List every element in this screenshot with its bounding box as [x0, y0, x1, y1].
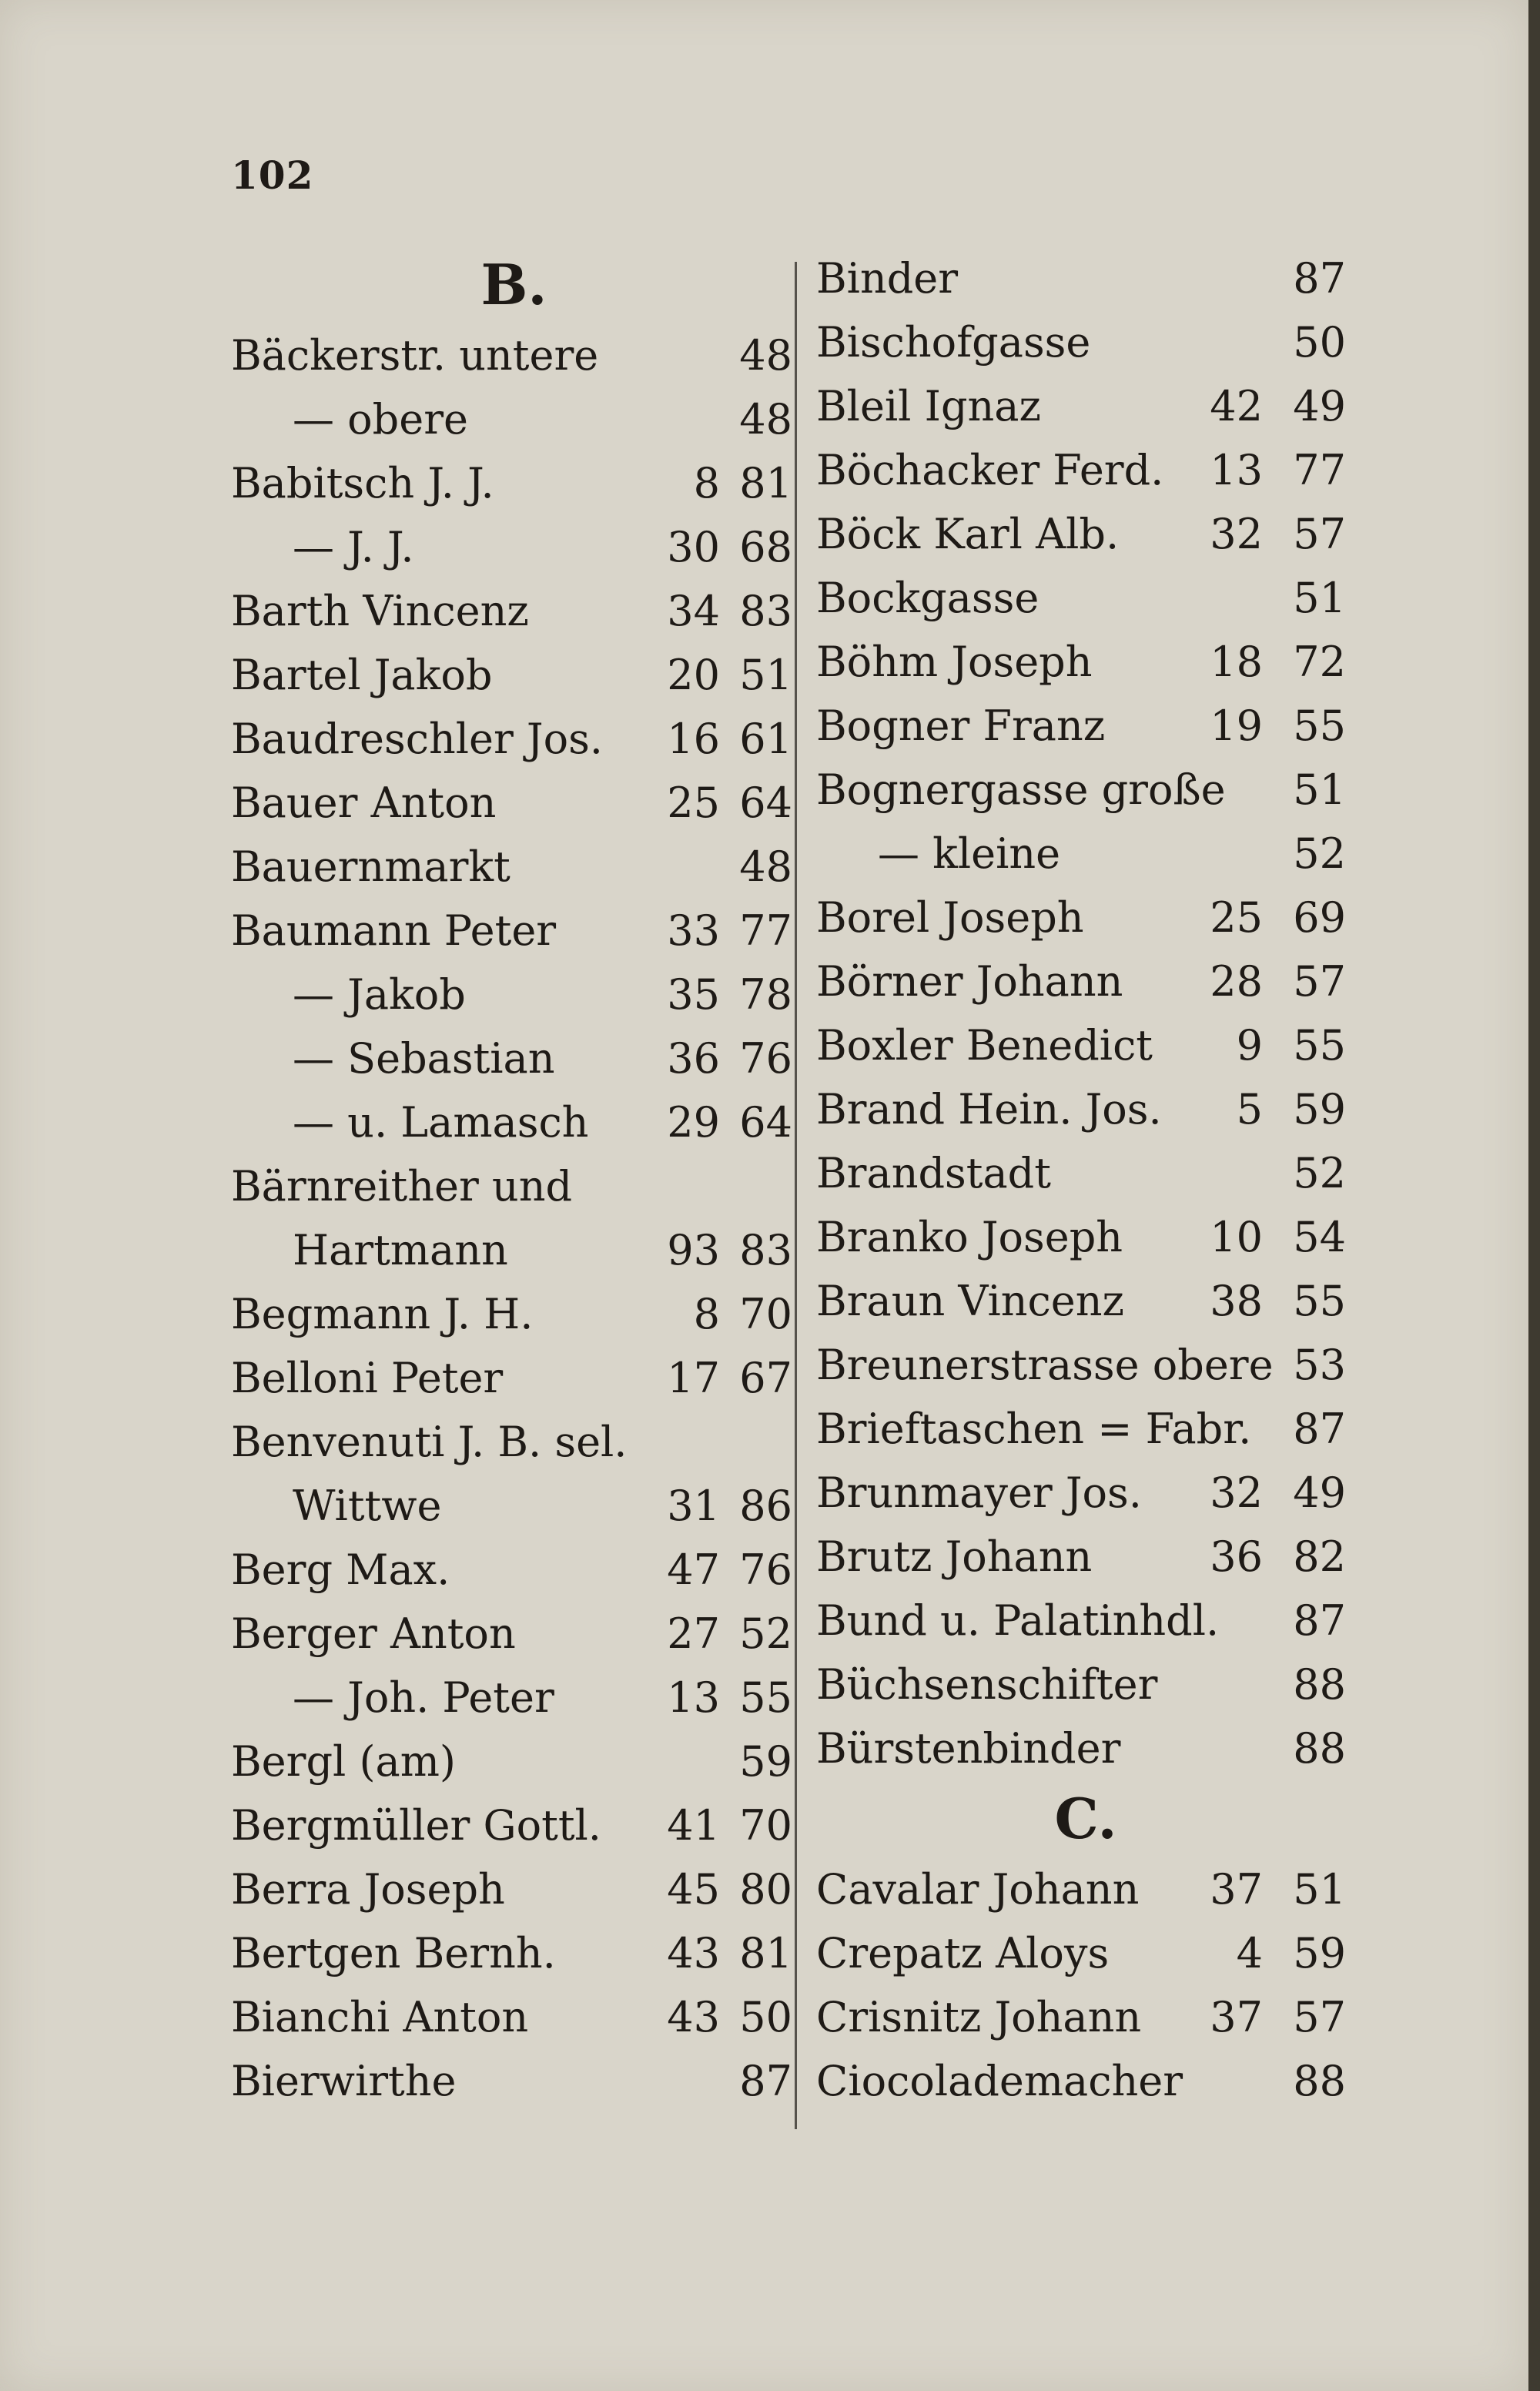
entry-name: — kleine [878, 829, 1061, 878]
index-entry [816, 246, 1355, 310]
index-entry [816, 502, 1355, 566]
entry-house-number: 37 [1210, 1993, 1263, 2041]
entry-house-number: 5 [1236, 1085, 1263, 1134]
entry-page-ref: 48 [739, 331, 792, 380]
entry-page-ref: 57 [1293, 510, 1346, 558]
entry-page-ref: 87 [1293, 1596, 1346, 1645]
entry-name: Begmann J. H. [231, 1290, 534, 1338]
entry-house-number: 18 [1210, 638, 1263, 686]
entry-page-ref: 55 [1293, 1021, 1346, 1070]
entry-page-ref: 70 [739, 1290, 792, 1338]
entry-page-ref: 64 [739, 779, 792, 827]
right-entry-list-b [816, 246, 1355, 1780]
entry-house-number: 29 [667, 1098, 720, 1147]
entry-page-ref: 51 [1293, 574, 1346, 622]
entry-name: Bogner Franz [816, 702, 1106, 750]
entry-house-number: 32 [1210, 510, 1263, 558]
index-entry [816, 374, 1355, 438]
entry-name: Branko Joseph [816, 1213, 1123, 1261]
index-entry [231, 899, 797, 963]
entry-page-ref: 76 [739, 1034, 792, 1083]
index-entry [816, 694, 1355, 758]
entry-page-ref: 88 [1293, 1660, 1346, 1709]
index-column-right [816, 246, 1355, 2113]
index-entry [816, 310, 1355, 374]
index-entry [816, 1525, 1355, 1589]
index-entry [231, 1090, 797, 1154]
entry-name: — u. Lamasch [293, 1098, 589, 1147]
entry-name: Barth Vincenz [231, 587, 529, 635]
entry-page-ref: 49 [1293, 382, 1346, 430]
entry-name: Belloni Peter [231, 1354, 504, 1402]
entry-name: Bergl (am) [231, 1737, 456, 1786]
entry-house-number: 35 [667, 970, 720, 1019]
entry-name: Borel Joseph [816, 893, 1084, 942]
entry-house-number: 13 [1210, 446, 1263, 494]
entry-house-number: 25 [1210, 893, 1263, 942]
index-entry [231, 835, 797, 899]
entry-name: Böchacker Ferd. [816, 446, 1164, 494]
index-entry [816, 1077, 1355, 1141]
entry-house-number: 41 [667, 1801, 720, 1850]
entry-page-ref: 55 [1293, 702, 1346, 750]
index-entry [231, 707, 797, 771]
index-entry [816, 1461, 1355, 1525]
entry-page-ref: 51 [1293, 1865, 1346, 1914]
entry-page-ref: 50 [739, 1993, 792, 2041]
index-entry [816, 1205, 1355, 1269]
entry-name: Hartmann [293, 1226, 508, 1274]
index-entry [231, 1793, 797, 1857]
entry-name: Bertgen Bernh. [231, 1929, 556, 1977]
entry-name: Benvenuti J. B. sel. [231, 1418, 628, 1466]
index-entry [816, 438, 1355, 502]
entry-name: Bund u. Palatinhdl. [816, 1596, 1220, 1645]
entry-house-number: 10 [1210, 1213, 1263, 1261]
index-entry [816, 566, 1355, 630]
entry-house-number: 93 [667, 1226, 720, 1274]
entry-page-ref: 83 [739, 587, 792, 635]
entry-name: Bäckerstr. untere [231, 331, 599, 380]
entry-house-number: 13 [667, 1673, 720, 1722]
entry-house-number: 20 [667, 651, 720, 699]
entry-page-ref: 76 [739, 1545, 792, 1594]
entry-house-number: 4 [1236, 1929, 1263, 1977]
index-entry [231, 387, 797, 451]
left-entry-list [231, 323, 797, 2113]
index-entry [816, 1857, 1355, 1921]
index-entry [231, 2049, 797, 2113]
entry-page-ref: 59 [1293, 1929, 1346, 1977]
entry-house-number: 28 [1210, 957, 1263, 1006]
entry-house-number: 47 [667, 1545, 720, 1594]
entry-house-number: 8 [693, 459, 720, 507]
index-entry [816, 886, 1355, 949]
index-entry [816, 1141, 1355, 1205]
index-entry [231, 323, 797, 387]
index-entry [231, 1282, 797, 1346]
entry-page-ref: 88 [1293, 2057, 1346, 2105]
entry-page-ref: 81 [739, 459, 792, 507]
entry-page-ref: 68 [739, 523, 792, 571]
index-entry [816, 758, 1355, 822]
entry-page-ref: 81 [739, 1929, 792, 1977]
entry-house-number: 9 [1236, 1021, 1263, 1070]
entry-name: Bockgasse [816, 574, 1040, 622]
entry-house-number: 37 [1210, 1865, 1263, 1914]
entry-page-ref: 78 [739, 970, 792, 1019]
entry-name: Bauernmarkt [231, 842, 511, 891]
entry-name: Bognergasse große [816, 765, 1226, 814]
entry-page-ref: 52 [1293, 1149, 1346, 1197]
entry-house-number: 31 [667, 1482, 720, 1530]
index-entry [816, 1985, 1355, 2049]
index-entry [231, 1602, 797, 1666]
index-entry [231, 1666, 797, 1730]
index-entry [816, 1716, 1355, 1780]
entry-name: — Joh. Peter [293, 1673, 554, 1722]
entry-page-ref: 87 [1293, 1405, 1346, 1453]
entry-page-ref: 88 [1293, 1724, 1346, 1773]
index-entry [816, 1589, 1355, 1653]
entry-page-ref: 87 [1293, 254, 1346, 303]
entry-name: Böhm Joseph [816, 638, 1093, 686]
entry-house-number: 43 [667, 1929, 720, 1977]
index-entry [231, 579, 797, 643]
page-number: 102 [231, 152, 314, 198]
entry-page-ref: 82 [1293, 1532, 1346, 1581]
entry-name: Babitsch J. J. [231, 459, 494, 507]
entry-name: Breunerstrasse obere [816, 1341, 1274, 1389]
entry-house-number: 42 [1210, 382, 1263, 430]
entry-house-number: 45 [667, 1865, 720, 1914]
entry-house-number: 16 [667, 715, 720, 763]
entry-page-ref: 77 [739, 906, 792, 955]
entry-page-ref: 70 [739, 1801, 792, 1850]
index-entry [816, 1397, 1355, 1461]
entry-page-ref: 87 [739, 2057, 792, 2105]
entry-page-ref: 55 [739, 1673, 792, 1722]
entry-name: Baumann Peter [231, 906, 557, 955]
entry-page-ref: 51 [1293, 765, 1346, 814]
entry-name: Brutz Johann [816, 1532, 1093, 1581]
index-entry [816, 1921, 1355, 1985]
entry-name: Büchsenschifter [816, 1660, 1158, 1709]
entry-house-number: 32 [1210, 1468, 1263, 1517]
entry-page-ref: 57 [1293, 1993, 1346, 2041]
entry-name: Boxler Benedict [816, 1021, 1153, 1070]
entry-page-ref: 77 [1293, 446, 1346, 494]
entry-page-ref: 61 [739, 715, 792, 763]
index-entry [816, 822, 1355, 886]
entry-name: Bierwirthe [231, 2057, 457, 2105]
entry-page-ref: 80 [739, 1865, 792, 1914]
entry-name: Börner Johann [816, 957, 1123, 1006]
entry-name: Crepatz Aloys [816, 1929, 1110, 1977]
entry-name: — J. J. [293, 523, 414, 571]
index-entry [231, 963, 797, 1026]
index-entry [231, 1538, 797, 1602]
index-entry [231, 1474, 797, 1538]
entry-page-ref: 83 [739, 1226, 792, 1274]
entry-house-number: 36 [667, 1034, 720, 1083]
entry-page-ref: 54 [1293, 1213, 1346, 1261]
entry-name: Wittwe [293, 1482, 442, 1530]
entry-page-ref: 48 [739, 842, 792, 891]
entry-name: — Sebastian [293, 1034, 555, 1083]
entry-house-number: 43 [667, 1993, 720, 2041]
index-entry [231, 1985, 797, 2049]
index-entry [816, 949, 1355, 1013]
index-entry [816, 1269, 1355, 1333]
index-entry [231, 1154, 797, 1218]
entry-name: Brieftaschen = Fabr. [816, 1405, 1252, 1453]
entry-page-ref: 52 [1293, 829, 1346, 878]
entry-house-number: 33 [667, 906, 720, 955]
entry-page-ref: 51 [739, 651, 792, 699]
entry-page-ref: 59 [1293, 1085, 1346, 1134]
entry-page-ref: 52 [739, 1609, 792, 1658]
index-entry [231, 1346, 797, 1410]
entry-house-number: 38 [1210, 1277, 1263, 1325]
page-edge [1528, 0, 1540, 2391]
entry-house-number: 8 [693, 1290, 720, 1338]
index-column-left [231, 246, 797, 2113]
entry-page-ref: 86 [739, 1482, 792, 1530]
section-letter-c: C. [1054, 1786, 1117, 1851]
entry-house-number: 17 [667, 1354, 720, 1402]
entry-name: Bartel Jakob [231, 651, 493, 699]
entry-page-ref: 64 [739, 1098, 792, 1147]
entry-name: Bianchi Anton [231, 1993, 529, 2041]
index-entry [231, 643, 797, 707]
entry-house-number: 36 [1210, 1532, 1263, 1581]
entry-name: Brunmayer Jos. [816, 1468, 1142, 1517]
index-entry [231, 515, 797, 579]
entry-name: Bärnreither und [231, 1162, 573, 1211]
entry-name: Baudreschler Jos. [231, 715, 603, 763]
index-entry [816, 630, 1355, 694]
index-entry [231, 451, 797, 515]
entry-page-ref: 59 [739, 1737, 792, 1786]
entry-house-number: 34 [667, 587, 720, 635]
index-entry [231, 771, 797, 835]
section-letter-b: B. [480, 252, 547, 317]
index-entry [231, 1026, 797, 1090]
entry-house-number: 25 [667, 779, 720, 827]
entry-name: Braun Vincenz [816, 1277, 1124, 1325]
index-entry [816, 1013, 1355, 1077]
index-entry [816, 2049, 1355, 2113]
entry-name: Bergmüller Gottl. [231, 1801, 601, 1850]
entry-name: Bürstenbinder [816, 1724, 1121, 1773]
entry-name: Bauer Anton [231, 779, 497, 827]
index-entry [816, 1333, 1355, 1397]
index-entry [231, 1410, 797, 1474]
entry-name: — Jakob [293, 970, 466, 1019]
entry-name: Berger Anton [231, 1609, 516, 1658]
entry-name: — obere [293, 395, 468, 444]
entry-page-ref: 49 [1293, 1468, 1346, 1517]
entry-house-number: 27 [667, 1609, 720, 1658]
entry-name: Berra Joseph [231, 1865, 505, 1914]
entry-page-ref: 53 [1293, 1341, 1346, 1389]
entry-name: Brand Hein. Jos. [816, 1085, 1162, 1134]
entry-page-ref: 72 [1293, 638, 1346, 686]
index-entry [816, 1653, 1355, 1716]
right-entry-list-c [816, 1857, 1355, 2113]
entry-page-ref: 57 [1293, 957, 1346, 1006]
entry-page-ref: 55 [1293, 1277, 1346, 1325]
index-entry [231, 1218, 797, 1282]
entry-page-ref: 69 [1293, 893, 1346, 942]
entry-page-ref: 50 [1293, 318, 1346, 367]
entry-page-ref: 67 [739, 1354, 792, 1402]
entry-name: Ciocolademacher [816, 2057, 1183, 2105]
entry-name: Berg Max. [231, 1545, 450, 1594]
entry-house-number: 30 [667, 523, 720, 571]
entry-name: Cavalar Johann [816, 1865, 1140, 1914]
index-entry [231, 1857, 797, 1921]
entry-name: Böck Karl Alb. [816, 510, 1120, 558]
entry-name: Crisnitz Johann [816, 1993, 1142, 2041]
entry-house-number: 19 [1210, 702, 1263, 750]
entry-name: Brandstadt [816, 1149, 1051, 1197]
index-entry [231, 1730, 797, 1793]
entry-name: Bleil Ignaz [816, 382, 1041, 430]
entry-page-ref: 48 [739, 395, 792, 444]
entry-name: Binder [816, 254, 959, 303]
index-entry [231, 1921, 797, 1985]
entry-name: Bischofgasse [816, 318, 1091, 367]
